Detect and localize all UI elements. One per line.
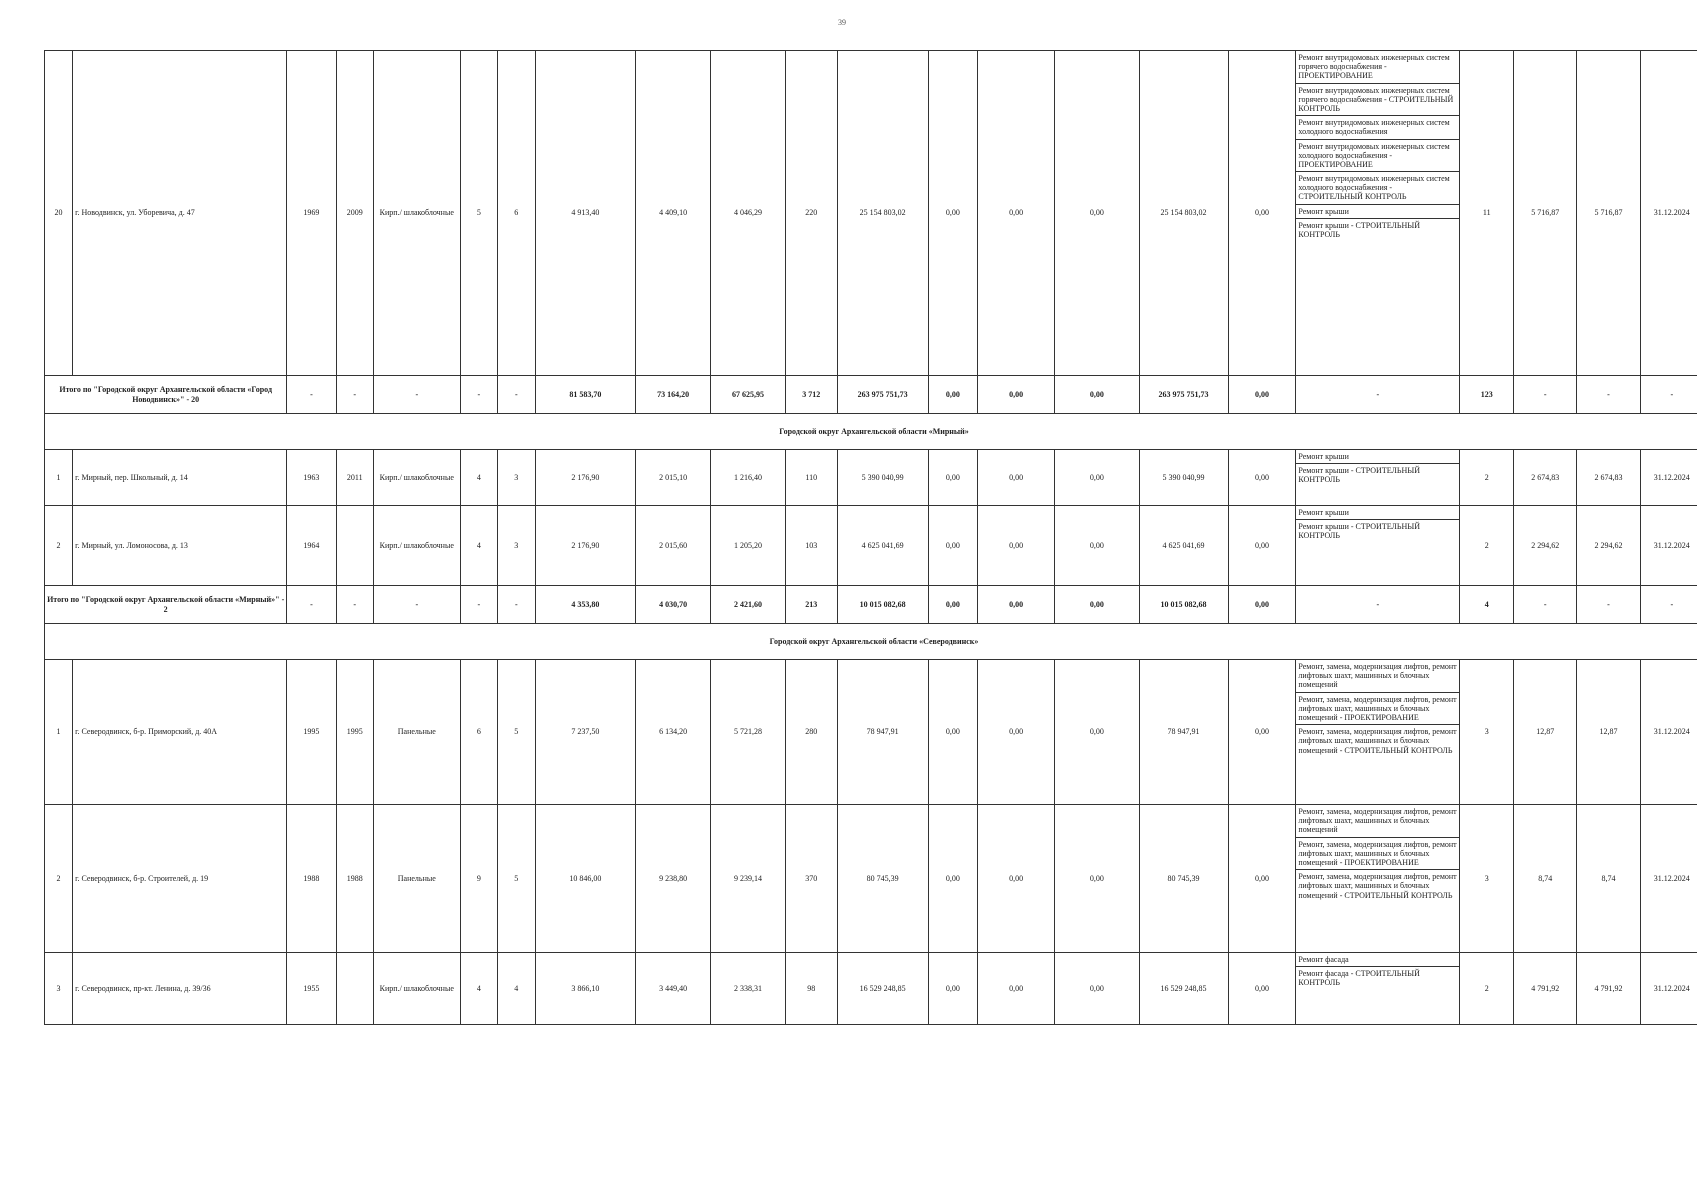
cell-floors: 4 (460, 450, 497, 506)
cell-c3: 0,00 (1055, 450, 1139, 506)
total-d5: - (498, 376, 535, 414)
cell-deadline: 31.12.2024 (1640, 805, 1697, 953)
cell-c2: 0,00 (978, 506, 1055, 586)
cell-year-overhaul (336, 506, 373, 586)
table-row (45, 506, 1697, 586)
work-item: Ремонт, замена, модернизация лифтов, ремонт лифтовых шахт, машинных и блочных помещений - СТРОИТЕЛЬНЫЙ КОНТРОЛЬ (1298, 872, 1457, 900)
total-d4: - (460, 376, 497, 414)
cell-no: 2 (45, 805, 73, 953)
cell-c2: 0,00 (978, 660, 1055, 805)
cell-no: 3 (45, 953, 73, 1025)
cell-limit-cost: 4 791,92 (1577, 953, 1640, 1025)
total-d8: - (1640, 376, 1697, 414)
works-list (1296, 660, 1459, 757)
cell-year-built: 1995 (287, 660, 336, 805)
cell-area-rooms: 6 134,20 (636, 660, 711, 805)
cell-area-total: 7 237,50 (535, 660, 636, 805)
total-area-rooms: 4 030,70 (636, 586, 711, 624)
cell-wall: Панельные (373, 660, 460, 805)
cell-c1: 0,00 (928, 953, 977, 1025)
total-d7: - (1577, 376, 1640, 414)
cell-area-total: 10 846,00 (535, 805, 636, 953)
total-c1: 0,00 (928, 376, 977, 414)
cell-area-total: 4 913,40 (535, 51, 636, 376)
cell-unit-cost: 5 716,87 (1514, 51, 1577, 376)
cell-limit-cost: 2 674,83 (1577, 450, 1640, 506)
cell-entrances: 3 (498, 450, 535, 506)
works-list (1296, 953, 1459, 990)
work-item: Ремонт крыши - СТРОИТЕЛЬНЫЙ КОНТРОЛЬ (1298, 220, 1421, 239)
cell-c5: 0,00 (1228, 805, 1296, 953)
cell-wall: Кирп./ шлакоблочные (373, 51, 460, 376)
cell-area-rooms: 2 015,60 (636, 506, 711, 586)
cell-area-living: 5 721,28 (711, 660, 786, 805)
work-item: Ремонт внутридомовых инженерных систем горячего водоснабжения - ПРОЕКТИРОВАНИЕ (1296, 51, 1459, 83)
section-title-row (45, 414, 1697, 450)
total-works: - (1296, 586, 1460, 624)
cell-works-count: 3 (1460, 660, 1514, 805)
cell-year-built: 1955 (287, 953, 336, 1025)
cell-year-built: 1963 (287, 450, 336, 506)
cell-cost-total: 80 745,39 (837, 805, 928, 953)
works-list (1296, 506, 1459, 543)
total-c2: 0,00 (978, 586, 1055, 624)
cell-entrances: 6 (498, 51, 535, 376)
total-c4: 10 015 082,68 (1139, 586, 1228, 624)
total-residents: 213 (786, 586, 838, 624)
cell-address: г. Северодвинск, пр-кт. Ленина, д. 39/36 (73, 953, 287, 1025)
cell-floors: 5 (460, 51, 497, 376)
total-d1: - (287, 376, 336, 414)
total-c5: 0,00 (1228, 376, 1296, 414)
total-label: Итого по "Городской округ Архангельской области «Мирный»" - 2 (45, 586, 287, 624)
page-number: 39 (838, 18, 846, 27)
cell-wall: Кирп./ шлакоблочные (373, 953, 460, 1025)
cell-area-total: 2 176,90 (535, 450, 636, 506)
cell-c3: 0,00 (1055, 506, 1139, 586)
cell-residents: 220 (786, 51, 838, 376)
cell-unit-cost: 4 791,92 (1514, 953, 1577, 1025)
cell-deadline: 31.12.2024 (1640, 660, 1697, 805)
work-item: Ремонт, замена, модернизация лифтов, ремонт лифтовых шахт, машинных и блочных помещений (1296, 660, 1459, 692)
cell-unit-cost: 2 674,83 (1514, 450, 1577, 506)
cell-limit-cost: 2 294,62 (1577, 506, 1640, 586)
cell-c4: 78 947,91 (1139, 660, 1228, 805)
cell-address: г. Мирный, ул. Ломоносова, д. 13 (73, 506, 287, 586)
total-cost-total: 263 975 751,73 (837, 376, 928, 414)
total-area-living: 67 625,95 (711, 376, 786, 414)
total-c3: 0,00 (1055, 376, 1139, 414)
cell-area-living: 2 338,31 (711, 953, 786, 1025)
total-residents: 3 712 (786, 376, 838, 414)
cell-area-living: 1 216,40 (711, 450, 786, 506)
section-title-row (45, 624, 1697, 660)
cell-c5: 0,00 (1228, 450, 1296, 506)
cell-works-count: 2 (1460, 450, 1514, 506)
table-row (45, 953, 1697, 1025)
cell-floors: 4 (460, 506, 497, 586)
cell-entrances: 5 (498, 805, 535, 953)
cell-no: 1 (45, 660, 73, 805)
works-list (1296, 51, 1459, 241)
works-cell (1296, 51, 1460, 376)
total-d1: - (287, 586, 336, 624)
cell-c5: 0,00 (1228, 953, 1296, 1025)
cell-floors: 4 (460, 953, 497, 1025)
cell-deadline: 31.12.2024 (1640, 506, 1697, 586)
total-area-total: 81 583,70 (535, 376, 636, 414)
works-cell (1296, 953, 1460, 1025)
total-area-living: 2 421,60 (711, 586, 786, 624)
total-d6: - (1514, 376, 1577, 414)
cell-deadline: 31.12.2024 (1640, 450, 1697, 506)
cell-cost-total: 78 947,91 (837, 660, 928, 805)
total-d7: - (1577, 586, 1640, 624)
work-item: Ремонт, замена, модернизация лифтов, ремонт лифтовых шахт, машинных и блочных помещений (1296, 805, 1459, 837)
table-row (45, 51, 1697, 376)
work-item: Ремонт фасада (1296, 953, 1459, 967)
cell-c2: 0,00 (978, 51, 1055, 376)
cell-area-living: 1 205,20 (711, 506, 786, 586)
total-area-rooms: 73 164,20 (636, 376, 711, 414)
total-row (45, 586, 1697, 624)
cell-area-rooms: 4 409,10 (636, 51, 711, 376)
cell-year-built: 1988 (287, 805, 336, 953)
cell-deadline: 31.12.2024 (1640, 51, 1697, 376)
cell-unit-cost: 12,87 (1514, 660, 1577, 805)
cell-c3: 0,00 (1055, 660, 1139, 805)
cell-c2: 0,00 (978, 450, 1055, 506)
cell-wall: Панельные (373, 805, 460, 953)
cell-cost-total: 25 154 803,02 (837, 51, 928, 376)
cell-c3: 0,00 (1055, 805, 1139, 953)
cell-c4: 4 625 041,69 (1139, 506, 1228, 586)
total-c5: 0,00 (1228, 586, 1296, 624)
cell-c1: 0,00 (928, 660, 977, 805)
cell-c5: 0,00 (1228, 660, 1296, 805)
total-c4: 263 975 751,73 (1139, 376, 1228, 414)
cell-c1: 0,00 (928, 51, 977, 376)
work-item: Ремонт, замена, модернизация лифтов, ремонт лифтовых шахт, машинных и блочных помещений - СТРОИТЕЛЬНЫЙ КОНТРОЛЬ (1298, 727, 1457, 755)
cell-c4: 16 529 248,85 (1139, 953, 1228, 1025)
cell-residents: 110 (786, 450, 838, 506)
cell-c4: 25 154 803,02 (1139, 51, 1228, 376)
cell-year-overhaul (336, 953, 373, 1025)
cell-address: г. Северодвинск, б-р. Строителей, д. 19 (73, 805, 287, 953)
cell-unit-cost: 2 294,62 (1514, 506, 1577, 586)
work-item: Ремонт крыши - СТРОИТЕЛЬНЫЙ КОНТРОЛЬ (1298, 466, 1421, 485)
cell-year-built: 1969 (287, 51, 336, 376)
cell-c5: 0,00 (1228, 51, 1296, 376)
works-cell (1296, 506, 1460, 586)
cell-limit-cost: 5 716,87 (1577, 51, 1640, 376)
cell-c2: 0,00 (978, 953, 1055, 1025)
cell-floors: 6 (460, 660, 497, 805)
section-title: Городской округ Архангельской области «Северодвинск» (45, 624, 1697, 660)
cell-c1: 0,00 (928, 506, 977, 586)
cell-area-living: 9 239,14 (711, 805, 786, 953)
cell-floors: 9 (460, 805, 497, 953)
work-item: Ремонт крыши - СТРОИТЕЛЬНЫЙ КОНТРОЛЬ (1298, 522, 1421, 541)
total-c2: 0,00 (978, 376, 1055, 414)
work-item: Ремонт, замена, модернизация лифтов, ремонт лифтовых шахт, машинных и блочных помещений - ПРОЕКТИРОВАНИЕ (1296, 692, 1459, 725)
cell-year-overhaul: 1995 (336, 660, 373, 805)
cell-wall: Кирп./ шлакоблочные (373, 506, 460, 586)
total-cost-total: 10 015 082,68 (837, 586, 928, 624)
work-item: Ремонт внутридомовых инженерных систем холодного водоснабжения (1296, 116, 1459, 139)
cell-no: 1 (45, 450, 73, 506)
table-row (45, 450, 1697, 506)
cell-no: 20 (45, 51, 73, 376)
cell-limit-cost: 12,87 (1577, 660, 1640, 805)
cell-residents: 98 (786, 953, 838, 1025)
cell-entrances: 4 (498, 953, 535, 1025)
total-d2: - (336, 586, 373, 624)
works-list (1296, 805, 1459, 902)
cell-c4: 5 390 040,99 (1139, 450, 1228, 506)
total-d4: - (460, 586, 497, 624)
cell-cost-total: 4 625 041,69 (837, 506, 928, 586)
cell-year-overhaul: 2009 (336, 51, 373, 376)
works-cell (1296, 660, 1460, 805)
total-d3: - (373, 586, 460, 624)
cell-c5: 0,00 (1228, 506, 1296, 586)
cell-address: г. Новодвинск, ул. Уборевича, д. 47 (73, 51, 287, 376)
work-item: Ремонт крыши (1296, 204, 1459, 218)
cell-entrances: 3 (498, 506, 535, 586)
total-d2: - (336, 376, 373, 414)
cell-c3: 0,00 (1055, 51, 1139, 376)
cell-c1: 0,00 (928, 450, 977, 506)
cell-area-rooms: 2 015,10 (636, 450, 711, 506)
cell-works-count: 11 (1460, 51, 1514, 376)
work-item: Ремонт крыши (1296, 450, 1459, 464)
cell-entrances: 5 (498, 660, 535, 805)
cell-unit-cost: 8,74 (1514, 805, 1577, 953)
total-works-count: 123 (1460, 376, 1514, 414)
cell-no: 2 (45, 506, 73, 586)
cell-c3: 0,00 (1055, 953, 1139, 1025)
cell-cost-total: 16 529 248,85 (837, 953, 928, 1025)
cell-area-living: 4 046,29 (711, 51, 786, 376)
total-d6: - (1514, 586, 1577, 624)
cell-year-overhaul: 1988 (336, 805, 373, 953)
cell-residents: 370 (786, 805, 838, 953)
cell-c4: 80 745,39 (1139, 805, 1228, 953)
cell-address: г. Мирный, пер. Школьный, д. 14 (73, 450, 287, 506)
cell-works-count: 2 (1460, 506, 1514, 586)
works-cell (1296, 450, 1460, 506)
cell-area-rooms: 9 238,80 (636, 805, 711, 953)
work-item: Ремонт внутридомовых инженерных систем холодного водоснабжения - СТРОИТЕЛЬНЫЙ КОНТРОЛЬ (1296, 172, 1459, 205)
cell-wall: Кирп./ шлакоблочные (373, 450, 460, 506)
work-item: Ремонт, замена, модернизация лифтов, ремонт лифтовых шахт, машинных и блочных помещений - ПРОЕКТИРОВАНИЕ (1296, 837, 1459, 870)
total-works: - (1296, 376, 1460, 414)
total-c1: 0,00 (928, 586, 977, 624)
works-list (1296, 450, 1459, 487)
table-row (45, 660, 1697, 805)
cell-residents: 103 (786, 506, 838, 586)
table-row (45, 805, 1697, 953)
total-c3: 0,00 (1055, 586, 1139, 624)
total-area-total: 4 353,80 (535, 586, 636, 624)
cell-area-total: 2 176,90 (535, 506, 636, 586)
cell-area-rooms: 3 449,40 (636, 953, 711, 1025)
total-row (45, 376, 1697, 414)
cell-cost-total: 5 390 040,99 (837, 450, 928, 506)
cell-c1: 0,00 (928, 805, 977, 953)
cell-limit-cost: 8,74 (1577, 805, 1640, 953)
section-title: Городской округ Архангельской области «Мирный» (45, 414, 1697, 450)
work-item: Ремонт внутридомовых инженерных систем холодного водоснабжения - ПРОЕКТИРОВАНИЕ (1296, 139, 1459, 172)
cell-works-count: 2 (1460, 953, 1514, 1025)
work-item: Ремонт крыши (1296, 506, 1459, 520)
cell-residents: 280 (786, 660, 838, 805)
register-table (44, 50, 1697, 1025)
total-d5: - (498, 586, 535, 624)
total-d8: - (1640, 586, 1697, 624)
total-d3: - (373, 376, 460, 414)
total-works-count: 4 (1460, 586, 1514, 624)
work-item: Ремонт внутридомовых инженерных систем горячего водоснабжения - СТРОИТЕЛЬНЫЙ КОНТРОЛЬ (1296, 83, 1459, 116)
cell-works-count: 3 (1460, 805, 1514, 953)
cell-year-built: 1964 (287, 506, 336, 586)
works-cell (1296, 805, 1460, 953)
cell-address: г. Северодвинск, б-р. Приморский, д. 40А (73, 660, 287, 805)
cell-area-total: 3 866,10 (535, 953, 636, 1025)
cell-deadline: 31.12.2024 (1640, 953, 1697, 1025)
total-label: Итого по "Городской округ Архангельской области «Город Новодвинск»" - 20 (45, 376, 287, 414)
cell-c2: 0,00 (978, 805, 1055, 953)
cell-year-overhaul: 2011 (336, 450, 373, 506)
work-item: Ремонт фасада - СТРОИТЕЛЬНЫЙ КОНТРОЛЬ (1298, 969, 1420, 988)
